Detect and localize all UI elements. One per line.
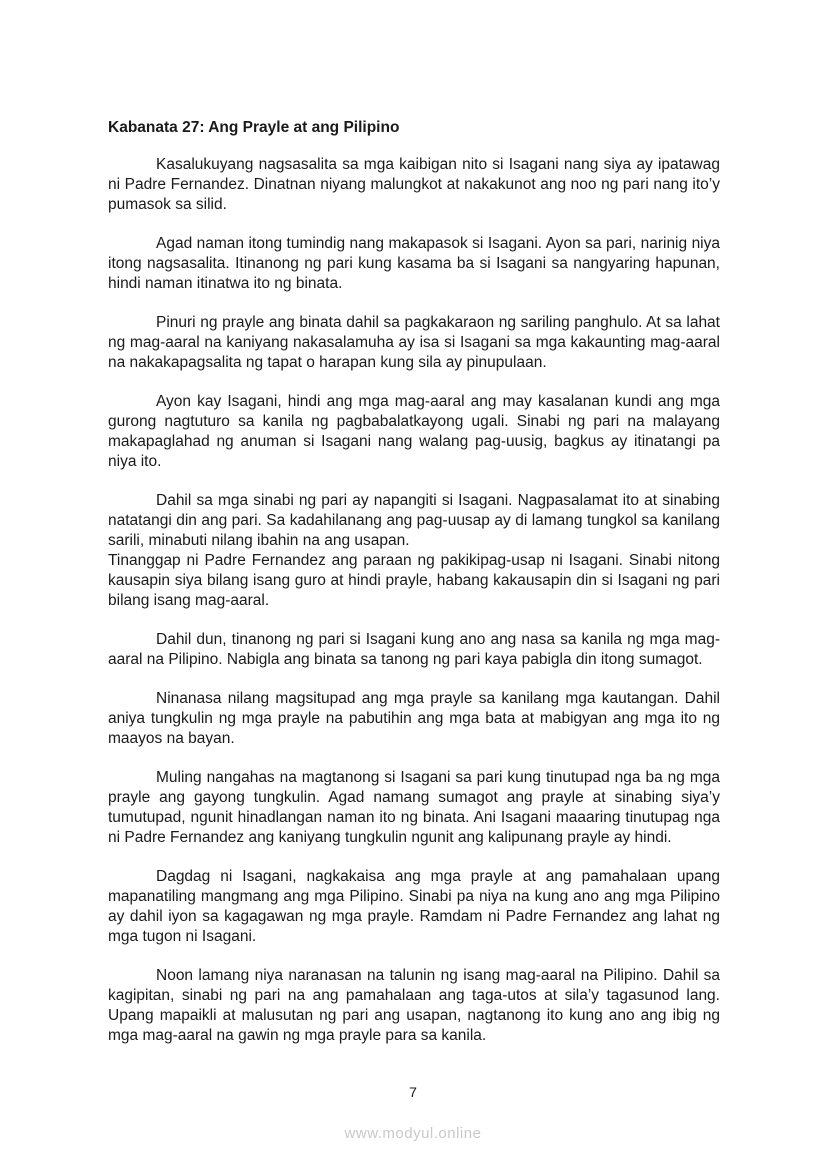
paragraph [108,392,720,472]
document-body [108,118,720,1065]
chapter-title: Kabanata 27: Ang Prayle at ang Pilipino [108,119,400,136]
page-number: 7 [409,1084,417,1100]
paragraph-text: Agad naman itong tumindig nang makapasok si Isagani. Ayon sa pari, narinig niya itong nagsasalita. Itinanong ng pari kung kasama ba si Isagani sa nangyaring hapunan, hindi naman itinatwa ito ng binata. [108,235,720,292]
paragraph [108,313,720,373]
paragraph [108,768,720,848]
paragraph [108,689,720,749]
paragraph [108,966,720,1046]
paragraph-text: Tinanggap ni Padre Fernandez ang paraan ng pakikipag-usap ni Isagani. Sinabi nitong kausapin siya bilang isang guro at hindi prayle, habang kakausapin din si Isagani ng pari bilang isang mag-aaral. [108,552,720,609]
paragraph [108,551,720,611]
paragraph-text: Dahil dun, tinanong ng pari si Isagani kung ano ang nasa sa kanila ng mga mag-aaral na Pilipino. Nabigla ang binata sa tanong ng pari kaya pabigla din itong sumagot. [108,631,720,668]
paragraph-text: Kasalukuyang nagsasalita sa mga kaibigan nito si Isagani nang siya ay ipatawag ni Padre Fernandez. Dinatnan niyang malungkot at nakakunot ang noo ng pari nang ito’y pumasok sa silid. [108,156,720,213]
paragraph [108,867,720,947]
paragraph-text: Dahil sa mga sinabi ng pari ay napangiti si Isagani. Nagpasalamat ito at sinabing natatangi din ang pari. Sa kadahilanang ang pag-uusap ay di lamang tungkol sa kanilang sarili, minabuti nilang ibahin na ang usapan. [108,492,720,549]
paragraph-text: Noon lamang niya naranasan na talunin ng isang mag-aaral na Pilipino. Dahil sa kagipitan, sinabi ng pari na ang pamahalaan ang taga-utos at sila’y tagasunod lang. Upang mapaikli at malusutan ng pari ang usapan, nagtanong ito kung ano ang ibig ng mga mag-aaral na gawin ng mga prayle para sa kanila. [108,967,720,1044]
paragraph-text: Pinuri ng prayle ang binata dahil sa pagkakaraon ng sariling panghulo. At sa lahat ng mag-aaral na kaniyang nakasalamuha ay isa si Isagani sa mga kakaunting mag-aaral na nakakapagsalita ng tapat o harapan kung sila ay pinupulaan. [108,314,720,371]
paragraph-text: Ninanasa nilang magsitupad ang mga prayle sa kanilang mga kautangan. Dahil aniya tungkulin ng mga prayle na pabutihin ang mga bata at mabigyan ang mga ito ng maayos na bayan. [108,690,720,747]
paragraph [108,155,720,215]
paragraph [108,630,720,670]
paragraph [108,491,720,551]
paragraph-text: Ayon kay Isagani, hindi ang mga mag-aaral ang may kasalanan kundi ang mga gurong nagtuturo sa kanila ng pagbabalatkayong ugali. Sinabi ng pari na malayang makapaglahad ng anuman si Isagani nang walang pag-uusig, bagkus ay itinatangi pa niya ito. [108,393,720,470]
paragraph [108,234,720,294]
paragraph-text: Dagdag ni Isagani, nagkakaisa ang mga prayle at ang pamahalaan upang mapanatiling mangmang ang mga Pilipino. Sinabi pa niya na kung ano ang mga Pilipino ay dahil iyon sa kagagawan ng mga prayle. Ramdam ni Padre Fernandez ang lahat ng mga tugon ni Isagani. [108,868,720,945]
watermark: www.modyul.online [344,1125,482,1142]
paragraph-text: Muling nangahas na magtanong si Isagani sa pari kung tinutupad nga ba ng mga prayle ang gayong tungkulin. Agad namang sumagot ang prayle at sinabing siya’y tumutupad, ngunit hinadlangan naman ito ng binata. Ani Isagani maaaring tinutupag nga ni Padre Fernandez ang kaniyang tungkulin ngunit ang kalipunang prayle ay hindi. [108,769,720,846]
